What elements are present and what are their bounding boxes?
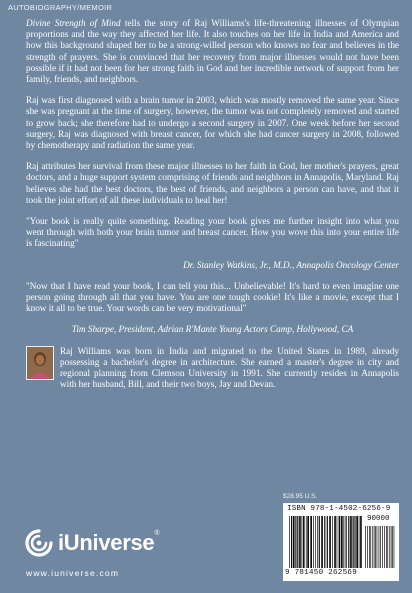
isbn-barcode <box>283 503 399 581</box>
book-title: Divine Strength of Mind <box>26 18 121 28</box>
publisher-name-text: iUniverse <box>58 530 155 555</box>
barcode-addon-number: 90000 <box>367 515 390 523</box>
back-cover-content <box>26 18 399 390</box>
review-quote-2: "Now that I have read your book, I can tell you this... Unbelievable! It's hard to even imagine one person going through all that you have. You are one tough cookie! It's like a movie, except that I know it all to be true. Your words can be very motivational" <box>26 280 399 314</box>
genre-label: AUTOBIOGRAPHY/MEMOIR <box>8 3 113 12</box>
summary-paragraph-3: Raj attributes her survival from these major illnesses to her faith in God, her mother's prayers, great doctors, and a huge support system comprising of friends and neighbors in Annapolis, Maryland. Raj believes she had the best doctors, the best of friends, and neighbors a person can have, and that it took the joint effort of all these individuals to heal her! <box>26 161 399 205</box>
addon-barcode-bars <box>365 526 395 568</box>
ean-number: 9 781450 262569 <box>285 569 358 577</box>
author-photo <box>26 346 54 380</box>
review-quote-1: "Your book is really quite something. Reading your book gives me further insight into what you went through with both your brain tumor and breast cancer. How you wove this into your entire life is fascinating" <box>26 216 399 249</box>
summary-paragraph-2: Raj was first diagnosed with a brain tumor in 2003, which was mostly removed the same year. Since she was pregnant at the time of surgery, however, the tumor was not completely removed and started to grow back; she therefore had to undergo a second surgery in 2007. One week before her second surgery, Raj was diagnosed with breast cancer, for which she had cancer surgery in 2008, followed by chemotherapy and radiation the same year. <box>26 95 399 151</box>
publisher-url: www.iuniverse.com <box>26 568 120 578</box>
author-portrait-icon <box>27 347 53 379</box>
trademark-symbol: ® <box>154 530 160 537</box>
publisher-name <box>58 530 159 556</box>
summary-paragraph-1-text: tells the story of Raj Williams's life-threatening illnesses of Olympian proportions and the way they affected her life. It also touches on her life in India and America and how this background shaped her to be a strong-willed person who knows no fear and believes in the strength of prayers. She is convinced that her recovery from major illnesses would not have been possible if it had not been for her strong faith in God and her incredible network of support from her family, friends, and neighbors. <box>26 18 399 85</box>
isbn-number: ISBN 978-1-4502-6256-9 <box>287 505 391 513</box>
author-bio-section <box>26 346 399 391</box>
review-attribution-1: Dr. Stanley Watkins, Jr., M.D., Annapolis Oncology Center <box>183 259 399 270</box>
author-bio: Raj Williams was born in India and migrated to the United States in 1989, already possessing a bachelor's degree in architecture. She earned a master's degree in city and regional planning from Clemson University in 1991. She currently resides in Annapolis with her husband, Bill, and their two boys, Jay and Devan. <box>60 345 399 390</box>
publisher-logo <box>24 528 159 558</box>
ean-barcode-bars <box>289 516 363 568</box>
iuniverse-swirl-icon <box>24 528 54 558</box>
price-label: $28.95 U.S. <box>283 493 318 500</box>
summary-paragraph-1 <box>26 18 399 85</box>
review-attribution-2: Tim Sharpe, President, Adrian R'Mante Young Actors Camp, Hollywood, CA <box>71 324 354 335</box>
